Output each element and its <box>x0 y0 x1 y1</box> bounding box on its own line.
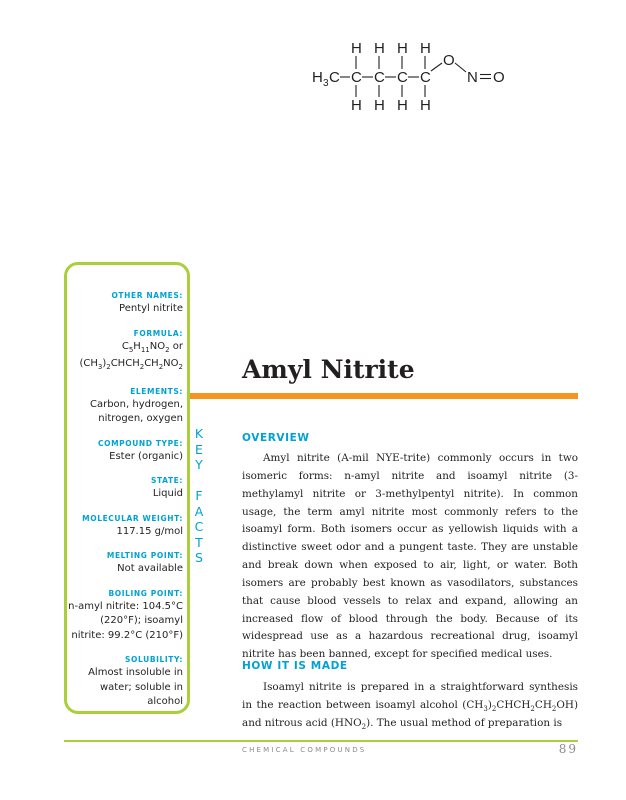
hydrogen-top-2: H <box>374 40 385 57</box>
carbon-3: C <box>397 69 408 86</box>
fact-label: COMPOUND TYPE: <box>98 438 183 448</box>
nitrogen: N <box>467 69 478 86</box>
hydrogen-bottom-2: H <box>374 97 385 114</box>
key-facts-letter: E <box>195 441 203 457</box>
chemical-structure-diagram <box>300 36 530 116</box>
key-facts-letter: K <box>194 426 204 441</box>
hydrogen-top-4: H <box>420 40 431 57</box>
footer-book-title: CHEMICAL COMPOUNDS <box>242 746 367 754</box>
page-number: 89 <box>558 742 578 756</box>
key-facts-letter: F <box>195 488 203 503</box>
overview-heading: OVERVIEW <box>242 432 310 444</box>
methyl-subscript: 3 <box>323 78 329 89</box>
key-facts-letter <box>192 473 206 489</box>
formula-line-2-display: $(CH_3)_2CHCH_2CH_2NO_2$ <box>79 358 183 371</box>
fact-compound-type <box>66 438 183 465</box>
fact-label: BOILING POINT: <box>108 588 183 598</box>
title-rule <box>190 393 578 399</box>
fact-value: Not available <box>117 563 183 574</box>
fact-label: SOLUBILITY: <box>125 655 183 664</box>
fact-formula <box>66 328 183 375</box>
fact-melting-point <box>66 550 183 577</box>
how-made-heading: HOW IT IS MADE <box>242 660 348 672</box>
carbon-4: C <box>420 69 431 86</box>
fact-elements <box>66 386 183 427</box>
oxygen-2: O <box>493 69 505 86</box>
carbon-2: C <box>374 69 385 86</box>
alcohol-formula: $(CH_3)_2CHCH_2CH_2OH$) <box>462 698 578 713</box>
fact-state <box>66 475 183 502</box>
hydrogen-top-1: H <box>351 40 362 57</box>
fact-label: MELTING POINT: <box>106 551 183 560</box>
fact-value: Carbon, hydrogen, nitrogen, oxygen <box>89 398 183 424</box>
page-title: Amyl Nitrite <box>242 355 415 384</box>
fact-value: Almost insoluble in water; soluble in alcohol <box>88 667 183 707</box>
bond <box>431 63 442 71</box>
fact-boiling-point <box>66 588 183 644</box>
key-facts-letter: C <box>194 519 204 534</box>
hydrogen-bottom-1: H <box>351 97 362 114</box>
how-made-text-mid: and nitrous acid <box>242 716 331 729</box>
fact-label: ELEMENTS: <box>130 386 183 396</box>
fact-value: 117.15 g/mol <box>116 525 183 537</box>
how-made-text-start: Isoamyl nitrite is prepared in a straightforward synthesis in the reaction between isoamyl alcohol <box>242 681 578 711</box>
fact-value: Pentyl nitrite <box>119 303 183 314</box>
methyl-c: C <box>329 69 340 86</box>
methyl-h: H <box>312 69 323 86</box>
key-facts-letter: S <box>195 550 203 565</box>
key-facts-list <box>66 290 183 721</box>
acid-formula: $(HNO_2)$ <box>330 716 371 731</box>
hydrogen-bottom-3: H <box>397 97 408 114</box>
fact-value: Liquid <box>152 488 183 499</box>
key-facts-letter: T <box>195 534 203 550</box>
bond <box>455 63 466 72</box>
fact-label: MOLECULAR WEIGHT: <box>82 513 183 523</box>
hydrogen-top-3: H <box>397 40 408 57</box>
fact-value: Ester (organic) <box>109 450 183 462</box>
fact-label: OTHER NAMES: <box>111 291 183 300</box>
carbon-1: C <box>351 69 362 86</box>
fact-label: STATE: <box>151 476 183 485</box>
how-made-text-end: . The usual method of preparation is <box>370 716 563 729</box>
fact-value: n-amyl nitrite: 104.5°C (220°F); isoamyl nitrite: 99.2°C (210°F) <box>68 600 183 641</box>
footer-rule <box>64 740 578 742</box>
key-facts-letter: A <box>194 503 204 519</box>
formula-line-1-display: $C_5H_{11}NO_2$ or <box>121 340 183 354</box>
overview-paragraph: Amyl nitrite (A-mil NYE-trite) commonly occurs in two isomeric forms: n-amyl nitrite and isoamyl nitrite (3-methylamyl nitrite or 3-methylpentyl nitrite). In common usage, the term amyl nitrite most commonly refers to the isoamyl form. Both isomers occur as yellowish liquids with a distinctive sweet odor and a pungent taste. They are unstable and break down when exposed to air, light, or water. Both isomers are probably best known as vasodilators, substances that cause blood vessels to relax and expand, allowing an increased flow of blood through the body. Because of its widespread use as a hazardous recreational drug, isoamyl nitrite has been banned, except for specified medical uses. <box>242 452 578 661</box>
fact-value <box>66 340 183 375</box>
fact-molecular-weight <box>66 513 183 540</box>
fact-label: FORMULA: <box>133 328 183 338</box>
key-facts-letter: Y <box>195 457 203 472</box>
fact-solubility <box>66 654 183 710</box>
oxygen-1: O <box>443 52 455 69</box>
fact-other-names <box>66 290 183 317</box>
hydrogen-bottom-4: H <box>420 97 431 114</box>
key-facts-vertical-label <box>192 426 206 566</box>
how-made-paragraph <box>242 679 578 733</box>
